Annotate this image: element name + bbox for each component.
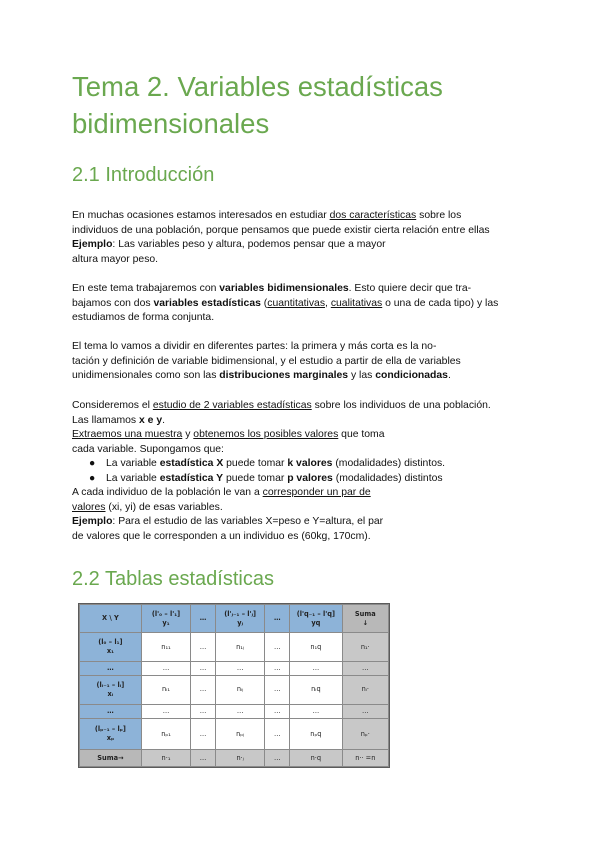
table-cell-sum: … <box>265 750 290 767</box>
table-cell: … <box>265 704 290 719</box>
table-cell: … <box>290 662 343 676</box>
text-line: El tema lo vamos a dividir en diferentes partes: la primera y más corta es la no- <box>72 341 437 352</box>
table-cell: … <box>265 662 290 676</box>
table-cell: … <box>265 675 290 704</box>
table-cell: nₚⱼ <box>215 719 264 750</box>
table-row <box>80 704 389 719</box>
statistical-table-figure <box>78 603 390 768</box>
sum-row-label: Suma→ <box>80 750 142 767</box>
table-row <box>80 662 389 676</box>
text-line: tación y definición de variable bidimensional, y el estudio a partir de ella de variables <box>72 355 461 367</box>
table-cell: … <box>191 662 216 676</box>
table-cell: nᵢq <box>290 675 343 704</box>
text-line: de valores que le corresponden a un individuo es (60kg, 170cm). <box>72 530 371 542</box>
paragraph-intro <box>72 209 532 267</box>
table-cell-total: n·· =n <box>342 750 388 767</box>
paragraph-pares <box>72 486 532 544</box>
table-cell-sum: n·₁ <box>141 750 190 767</box>
table-cell-sum: … <box>342 704 388 719</box>
header-cell: … <box>265 605 290 633</box>
text-line: Ejemplo: Para el estudio de las variables X=peso e Y=altura, el par <box>72 516 384 528</box>
text-line: cada variable. Supongamos que: <box>72 443 224 455</box>
table-cell: … <box>191 704 216 719</box>
header-cell: … <box>191 605 216 633</box>
table-cell: … <box>191 633 216 662</box>
table-cell: … <box>215 662 264 676</box>
bullet-icon: ● <box>89 458 96 469</box>
table-cell: n₁₁ <box>141 633 190 662</box>
bullet-icon: ● <box>89 472 96 484</box>
table-cell: … <box>215 704 264 719</box>
header-cell-suma: Suma ↓ <box>342 605 388 633</box>
header-cell: X \ Y <box>80 605 142 633</box>
section-heading-introduccion: 2.1 Introducción <box>72 164 215 186</box>
text-line: A cada individuo de la población le van a corresponder un par de <box>72 487 371 498</box>
table-row <box>80 633 389 662</box>
paragraph-partes-tema <box>72 340 532 384</box>
header-cell: (l'q₋₁ – l'q] yq <box>290 605 343 633</box>
paragraph-consideremos <box>72 399 532 457</box>
table-cell: nₚ₁ <box>141 719 190 750</box>
title-line-2: bidimensionales <box>72 108 270 139</box>
text-line: En muchas ocasiones estamos interesados en estudiar dos características sobre los <box>72 210 462 221</box>
text-line: bajamos con dos variables estadísticas (cuantitativas, cualitativas o una de cada tipo) y las <box>72 297 499 309</box>
text-line: Consideremos el estudio de 2 variables estadísticas sobre los individuos de una población. <box>72 400 491 411</box>
table-cell: n₁q <box>290 633 343 662</box>
table-header-row <box>80 605 389 633</box>
contingency-table <box>79 604 389 767</box>
row-label: … <box>80 662 142 676</box>
table-row <box>80 675 389 704</box>
page-title <box>72 68 542 142</box>
table-cell: … <box>290 704 343 719</box>
table-cell: … <box>141 662 190 676</box>
table-cell-sum: n₁· <box>342 633 388 662</box>
table-cell: … <box>191 719 216 750</box>
text-line: individuos de una población, porque pensamos que puede existir cierta relación entre ellas <box>72 224 490 236</box>
text-line: valores (xi, yi) de esas variables. <box>72 501 223 513</box>
table-cell-sum: nᵢ· <box>342 675 388 704</box>
row-label: (lᵢ₋₁ – lᵢ] xᵢ <box>80 675 142 704</box>
table-cell: nᵢ₁ <box>141 675 190 704</box>
table-cell: … <box>265 633 290 662</box>
row-label: (l₀ – l₁] x₁ <box>80 633 142 662</box>
text-line: estudiamos de forma conjunta. <box>72 312 215 324</box>
table-cell: … <box>265 719 290 750</box>
table-cell: n₁ⱼ <box>215 633 264 662</box>
table-cell-sum: n·ⱼ <box>215 750 264 767</box>
text-line: Extraemos una muestra y obtenemos los posibles valores que toma <box>72 429 385 441</box>
row-label: (lₚ₋₁ – lₚ] xₚ <box>80 719 142 750</box>
table-cell-sum: … <box>191 750 216 767</box>
table-cell-sum: … <box>342 662 388 676</box>
list-item: ● La variable estadística Y puede tomar p valores (modalidades) distintos <box>72 472 445 487</box>
text-line: En este tema trabajaremos con variables bidimensionales. Esto quiere decir que tra- <box>72 283 472 294</box>
header-cell: (l'ⱼ₋₁ – l'ⱼ] yⱼ <box>215 605 264 633</box>
table-cell: nᵢⱼ <box>215 675 264 704</box>
table-cell-sum: nₚ· <box>342 719 388 750</box>
text-line: altura mayor peso. <box>72 253 159 265</box>
table-row <box>80 719 389 750</box>
paragraph-variables-bidimensionales <box>72 282 532 326</box>
text-line: Ejemplo: Las variables peso y altura, podemos pensar que a mayor <box>72 239 386 251</box>
table-cell: … <box>141 704 190 719</box>
title-line-1: Tema 2. Variables estadísticas <box>72 71 443 102</box>
header-cell: (l'₀ – l'₁] y₁ <box>141 605 190 633</box>
row-label: … <box>80 704 142 719</box>
text-line: unidimensionales como son las distribuciones marginales y las condicionadas. <box>72 370 451 382</box>
text-line: Las llamamos x e y. <box>72 414 166 426</box>
table-cell-sum: n·q <box>290 750 343 767</box>
section-heading-tablas: 2.2 Tablas estadísticas <box>72 568 274 590</box>
table-cell: … <box>191 675 216 704</box>
bullet-list <box>72 457 445 486</box>
table-cell: nₚq <box>290 719 343 750</box>
table-sum-row <box>80 750 389 767</box>
list-item: ● La variable estadística X puede tomar k valores (modalidades) distintos. <box>72 457 445 472</box>
